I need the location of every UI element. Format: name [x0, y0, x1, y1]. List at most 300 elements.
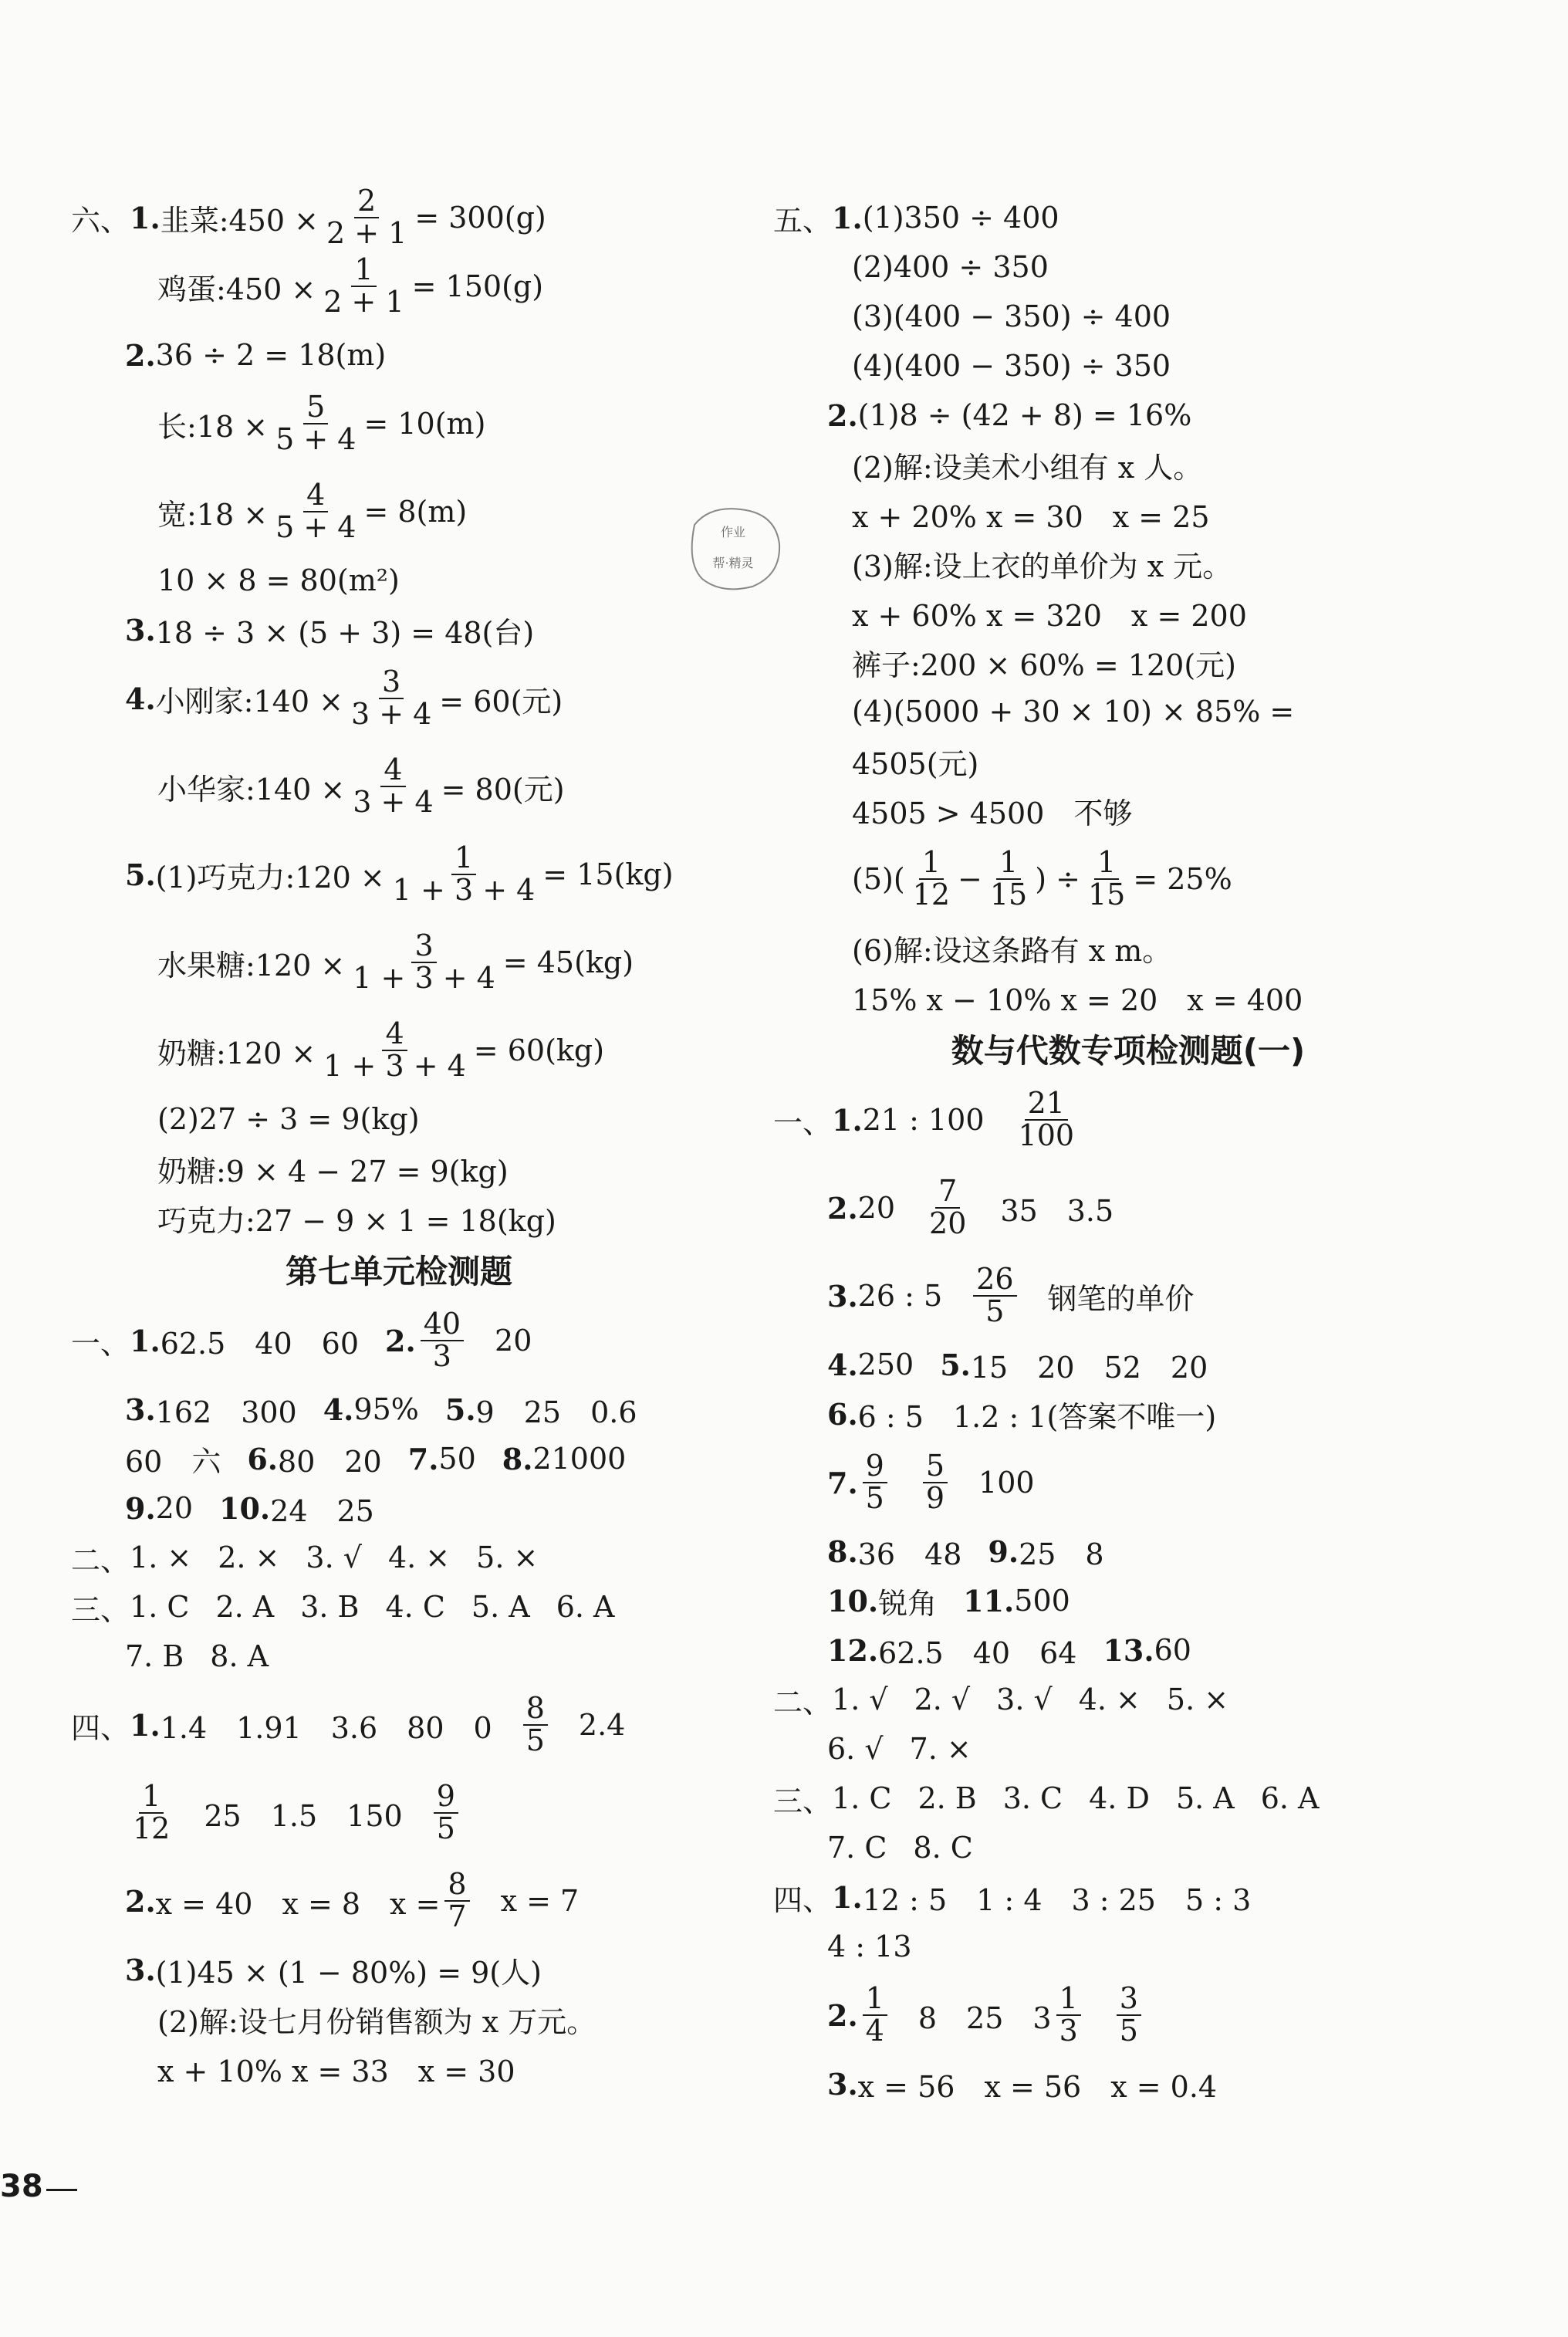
answer-item: 6. √	[827, 1732, 884, 1766]
answer-text: x + 10% x = 33 x = 30	[157, 2054, 515, 2088]
answer-text: 9 25 0.6	[475, 1395, 637, 1429]
q-number: 2.	[385, 1323, 416, 1358]
six-q3	[71, 605, 727, 654]
expr-text: 36 ÷ 2 = 18(m)	[155, 338, 387, 372]
q-number: 2.	[125, 337, 156, 373]
section-prefix: 四、	[773, 1882, 833, 1917]
fraction	[390, 840, 539, 907]
q-number: 1.	[832, 200, 863, 235]
answer-text: 钢笔的单价	[1047, 1281, 1195, 1316]
answer-item: 1. C	[832, 1781, 892, 1815]
answer-item: 2. A	[215, 1590, 275, 1624]
numerator: 1	[863, 1984, 887, 2016]
denominator: 3 + 4	[353, 785, 434, 819]
q-number: 12.	[827, 1632, 879, 1668]
answer-text: x = 7	[500, 1884, 580, 1918]
unit7-four-row2	[71, 1769, 727, 1857]
answer-text: 26 : 5	[857, 1279, 943, 1313]
answer-item: 6. A	[556, 1590, 615, 1624]
denominator: 100	[1018, 1118, 1075, 1152]
five-q2-line3	[773, 489, 1483, 539]
answer-item: 6. A	[1260, 1781, 1320, 1815]
answer-text: 60	[1154, 1633, 1191, 1667]
expr-text: (2)27 ÷ 3 = 9(kg)	[157, 1102, 420, 1136]
section-prefix: 五、	[773, 203, 833, 238]
denominator: 3	[432, 1339, 451, 1373]
answer-item: 4. ×	[1078, 1683, 1141, 1716]
answer-item: 4. ×	[387, 1541, 451, 1574]
svg-text:帮·精灵: 帮·精灵	[712, 556, 754, 570]
numerator: 40	[421, 1309, 464, 1341]
answer-text: 35 3.5	[1000, 1193, 1114, 1228]
answer-text: = 25%	[1133, 862, 1232, 896]
numerator: 5	[923, 1451, 948, 1483]
q-number: 3.	[827, 2066, 858, 2102]
numerator: 3	[411, 931, 436, 963]
alg-one-row3	[773, 1252, 1483, 1340]
answer-text: 20	[857, 1191, 896, 1225]
numerator: 4	[303, 480, 328, 512]
q-number: 3.	[827, 1278, 858, 1314]
numerator: 2	[354, 186, 379, 218]
q-number: 2.	[827, 397, 858, 433]
numerator: 1	[1094, 847, 1119, 880]
answer-item: 5. A	[471, 1590, 530, 1624]
expr-text: = 150(g)	[411, 269, 544, 303]
q-number: 5.	[125, 857, 156, 892]
six-q5-line2	[71, 918, 727, 1006]
fraction	[421, 1309, 464, 1372]
denominator: 1 + 3 + 4	[323, 1049, 466, 1083]
answer-item: 2. ×	[218, 1541, 280, 1574]
answer-text: 60 六	[125, 1444, 221, 1479]
alg-two	[773, 1675, 1483, 1724]
expr-text: = 60(元)	[439, 684, 563, 719]
answer-text: (3)(400 − 350) ÷ 400	[852, 299, 1171, 333]
six-q2-line4	[71, 556, 727, 605]
q-number: 2.	[125, 1883, 156, 1919]
q-number: 13.	[1103, 1632, 1154, 1668]
five-q1-line3	[773, 292, 1483, 341]
expr-text: = 60(kg)	[473, 1033, 605, 1067]
answer-text: 250	[857, 1348, 914, 1382]
answer-text: 15% x − 10% x = 20 x = 400	[852, 982, 1303, 1017]
numerator: 8	[523, 1693, 548, 1726]
five-q2-line11	[773, 923, 1483, 972]
answer-item: 1. C	[130, 1590, 190, 1624]
answer-text: 20	[495, 1324, 532, 1358]
denominator: 1 + 3 + 4	[353, 961, 495, 995]
expr-text: (1)巧克力:120 ×	[155, 860, 385, 895]
expr-text: 奶糖:120 ×	[157, 1036, 316, 1070]
alg-one-row9	[773, 1625, 1483, 1675]
answer-item: 5. ×	[476, 1541, 539, 1574]
numerator: 4	[380, 755, 405, 787]
fraction	[863, 1981, 887, 2048]
answer-text: (1)8 ÷ (42 + 8) = 16%	[857, 398, 1192, 432]
unit7-title: 第七单元检测题	[285, 1253, 512, 1290]
unit7-four-row3	[71, 1857, 727, 1945]
denominator: 20	[929, 1206, 967, 1240]
numerator: 21	[1025, 1088, 1068, 1121]
answer-text: 36 48	[857, 1537, 962, 1571]
expr-text: = 80(元)	[441, 772, 565, 807]
expr-text: 长:18 ×	[157, 409, 269, 444]
answer-item: 7. ×	[909, 1732, 972, 1766]
numerator: 1	[919, 847, 944, 880]
answer-text: 162 300	[155, 1395, 297, 1429]
answer-text: 25 1.5 150	[204, 1798, 403, 1833]
q-number: 8.	[827, 1534, 858, 1569]
five-q2-line10	[773, 835, 1483, 923]
answer-text: 12 : 5 1 : 4 3 : 25 5 : 3	[862, 1882, 1252, 1917]
denominator: 4	[865, 2014, 884, 2048]
alg-one-row4	[773, 1340, 1483, 1389]
q-number: 1.	[130, 1707, 161, 1743]
denominator: 5	[865, 1481, 884, 1515]
answer-item: 8. A	[210, 1639, 269, 1673]
answer-item: 2. B	[917, 1781, 977, 1815]
numerator: 1	[1056, 1984, 1081, 2016]
answer-item: 5. ×	[1166, 1683, 1229, 1716]
five-q2-line12	[773, 972, 1483, 1022]
q-number: 4.	[827, 1347, 858, 1382]
q-number: 7.	[827, 1465, 858, 1500]
fraction	[1015, 1088, 1078, 1152]
numerator: 5	[303, 392, 328, 424]
answer-text: 4 : 13	[827, 1929, 912, 1963]
six-q5-line6	[71, 1193, 727, 1243]
denominator: 5	[525, 1723, 545, 1757]
alg-four-row4	[773, 2059, 1483, 2109]
q-number: 1.	[832, 1879, 863, 1915]
numerator: 26	[973, 1264, 1016, 1297]
fraction	[523, 1693, 548, 1757]
answer-text: 50	[438, 1442, 476, 1476]
answer-text: 4505 > 4500 不够	[852, 796, 1133, 830]
expr-text: 鸡蛋:450 ×	[157, 272, 316, 306]
answer-text: 21 : 100	[862, 1103, 985, 1137]
six-q1-line1	[71, 184, 727, 250]
answer-item: 2. √	[914, 1683, 971, 1716]
six-q5-line1	[71, 830, 727, 918]
alg-one-row8	[773, 1576, 1483, 1625]
answer-text: 25 8	[1019, 1537, 1104, 1571]
answer-text: x = 56 x = 56 x = 0.4	[857, 2069, 1218, 2104]
answer-text: (5)(	[852, 862, 905, 896]
q-number: 8.	[502, 1441, 533, 1476]
six-q2-line2	[71, 380, 727, 468]
six-q1-line2	[71, 242, 727, 330]
answer-item: 4. D	[1089, 1781, 1150, 1815]
six-q5-line4	[71, 1094, 727, 1144]
alg-two-row2	[773, 1724, 1483, 1774]
page-number-dash	[46, 2189, 77, 2191]
answer-text: −	[958, 862, 982, 896]
fraction	[434, 1781, 458, 1845]
denominator: 2 + 1	[323, 285, 404, 319]
numerator: 1	[451, 843, 476, 875]
unit7-four-row1	[71, 1681, 727, 1769]
numerator: 7	[935, 1176, 960, 1209]
denominator: 15	[989, 878, 1028, 911]
answer-text: (2)解:设七月份销售额为 x 万元。	[157, 2004, 596, 2039]
fraction	[323, 186, 410, 249]
fraction	[923, 1451, 948, 1514]
fraction	[926, 1176, 969, 1240]
q-number: 4.	[323, 1392, 354, 1427]
denominator: 5	[436, 1811, 455, 1845]
answer-text: 24 25	[270, 1493, 374, 1528]
five-q2-line5	[773, 588, 1483, 638]
answer-text: 95%	[353, 1392, 419, 1426]
answer-text: 6 : 5 1.2 : 1(答案不唯一)	[857, 1399, 1217, 1434]
alg-one-row5	[773, 1389, 1483, 1439]
unit7-two	[71, 1533, 727, 1582]
answer-text: 1.4 1.91 3.6 80 0	[160, 1710, 492, 1745]
alg-one-row6	[773, 1439, 1483, 1527]
section-prefix: 一、	[71, 1326, 130, 1361]
q-number: 5.	[940, 1347, 971, 1382]
answer-text: (4)(400 − 350) ÷ 350	[852, 349, 1171, 383]
six-q5-line3	[71, 1006, 727, 1094]
answer-item: 8. C	[913, 1831, 973, 1865]
denominator: 7	[448, 1899, 467, 1933]
answer-text: ) ÷	[1035, 862, 1080, 896]
five-q2-line8	[773, 736, 1483, 786]
denominator: 5 + 4	[275, 510, 357, 544]
five-q2-line9	[773, 786, 1483, 835]
five-q1-line2	[773, 242, 1483, 292]
answer-text: 500	[1014, 1584, 1070, 1618]
q-number: 1.	[130, 200, 161, 235]
expr-text: 水果糖:120 ×	[157, 948, 346, 982]
unit7-four-row4	[71, 1945, 727, 1994]
answer-text: 8 25 3	[917, 2000, 1052, 2035]
section-prefix: 二、	[773, 1685, 833, 1720]
fraction	[444, 1869, 469, 1933]
denominator: 3 + 4	[350, 697, 432, 731]
stamp-logo	[679, 502, 787, 594]
page-number: 38	[0, 2169, 43, 2204]
q-number: 10.	[827, 1583, 879, 1618]
answer-text: x + 60% x = 320 x = 200	[852, 598, 1247, 633]
six-q5-line5	[71, 1144, 727, 1193]
numerator: 3	[379, 667, 404, 699]
q-number: 9.	[988, 1534, 1019, 1569]
numerator: 8	[444, 1869, 469, 1902]
expr-text: 10 × 8 = 80(m²)	[157, 563, 400, 597]
six-q2-line3	[71, 468, 727, 556]
unit7-one-row4	[71, 1483, 727, 1533]
denominator: 1 + 3 + 4	[392, 873, 536, 907]
unit7-four-row6	[71, 2044, 727, 2093]
expr-text: 奶糖:9 × 4 − 27 = 9(kg)	[157, 1154, 509, 1189]
answer-item: 3. B	[300, 1590, 360, 1624]
five-q2-line1	[773, 391, 1483, 440]
fraction	[320, 252, 407, 319]
q-number: 2.	[827, 1190, 858, 1226]
five-q1-line1	[773, 193, 1483, 242]
section-prefix: 二、	[71, 1543, 130, 1578]
answer-item: 1. ×	[130, 1541, 192, 1574]
answer-item: 7. B	[125, 1639, 184, 1673]
q-number: 10.	[219, 1490, 271, 1526]
alg-three-row2	[773, 1823, 1483, 1872]
alg-three	[773, 1774, 1483, 1823]
fraction	[863, 1451, 887, 1514]
answer-text: 2.4	[578, 1708, 626, 1742]
answer-text: 62.5 40 64	[878, 1635, 1077, 1670]
six-q2-line1	[71, 330, 727, 380]
section-six-prefix: 六、	[71, 203, 130, 238]
section-prefix: 四、	[71, 1710, 130, 1745]
answer-text: 20	[155, 1491, 194, 1525]
answer-item: 4. C	[385, 1590, 445, 1624]
answer-item: 3. C	[1002, 1781, 1063, 1815]
q-number: 5.	[444, 1392, 476, 1427]
denominator: 15	[1087, 878, 1126, 911]
answer-text: 4505(元)	[852, 746, 979, 781]
fraction	[1056, 1981, 1081, 2048]
answer-text: 裤子:200 × 60% = 120(元)	[852, 648, 1236, 682]
expr-text: = 8(m)	[363, 495, 468, 529]
denominator: 12	[133, 1811, 171, 1845]
expr-text: = 300(g)	[414, 201, 546, 235]
alg-four-row3	[773, 1971, 1483, 2059]
q-number: 11.	[963, 1583, 1015, 1618]
q-number: 6.	[247, 1441, 279, 1476]
q-number: 2.	[827, 1997, 858, 2033]
five-q2-line2	[773, 440, 1483, 489]
answer-text: 锐角	[878, 1586, 938, 1621]
unit7-three-row2	[71, 1632, 727, 1681]
numerator: 3	[1117, 1984, 1141, 2016]
expr-text: = 45(kg)	[502, 945, 634, 979]
numerator: 1	[139, 1781, 164, 1814]
answer-text: 15 20 52 20	[970, 1350, 1208, 1385]
right-column	[773, 193, 1483, 2109]
expr-text: 宽:18 ×	[157, 497, 269, 532]
numerator: 4	[382, 1019, 407, 1051]
fraction	[272, 480, 359, 543]
denominator: 3	[1059, 2014, 1078, 2048]
unit7-one-row2	[71, 1385, 727, 1434]
five-q2-line6	[773, 638, 1483, 687]
denominator: 5	[985, 1294, 1005, 1328]
five-q2-line7	[773, 687, 1483, 736]
unit7-one-row3	[71, 1434, 727, 1483]
fraction	[1085, 847, 1128, 911]
answer-item: 1. √	[832, 1683, 888, 1716]
alg-one-row2	[773, 1164, 1483, 1252]
q-number: 7.	[407, 1441, 439, 1476]
expr-text: 小刚家:140 ×	[155, 684, 343, 719]
q-number: 3.	[125, 1952, 156, 1987]
answer-text: 62.5 40 60	[160, 1326, 360, 1361]
fraction	[130, 1781, 173, 1845]
fraction	[987, 847, 1030, 911]
answer-text: 21000	[532, 1442, 627, 1476]
section-prefix: 三、	[71, 1592, 130, 1627]
q-number: 6.	[827, 1396, 858, 1432]
numerator: 9	[434, 1781, 458, 1814]
answer-text: (1)350 ÷ 400	[862, 201, 1059, 235]
fraction	[350, 755, 436, 818]
five-q2-line4	[773, 539, 1483, 588]
denominator: 5 + 4	[275, 422, 357, 456]
q-number: 3.	[125, 612, 156, 648]
expr-text: 韭菜:450 ×	[160, 203, 319, 238]
answer-item: 3. √	[996, 1683, 1053, 1716]
unit7-one-row1	[71, 1297, 727, 1385]
answer-text: (1)45 × (1 − 80%) = 9(人)	[155, 1955, 542, 1990]
answer-text: x = 40 x = 8 x =	[155, 1886, 441, 1921]
fraction	[320, 1016, 469, 1083]
answer-item: 3. √	[306, 1541, 362, 1574]
section-prefix: 三、	[773, 1784, 833, 1818]
answer-text: (6)解:设这条路有 x m。	[852, 933, 1172, 968]
expr-text: = 10(m)	[363, 407, 486, 441]
alg-one-row1	[773, 1076, 1483, 1164]
expr-text: 小华家:140 ×	[157, 772, 346, 807]
five-q1-line4	[773, 341, 1483, 391]
answer-text: 80 20	[278, 1444, 382, 1479]
denominator: 2 + 1	[326, 216, 407, 250]
six-q4-line2	[71, 742, 727, 830]
q-number: 1.	[832, 1102, 863, 1138]
answer-text: (2)解:设美术小组有 x 人。	[852, 450, 1203, 485]
alg-four-row2	[773, 1922, 1483, 1971]
answer-item: 7. C	[827, 1831, 887, 1865]
fraction	[348, 667, 434, 730]
unit7-three	[71, 1582, 727, 1632]
q-number: 3.	[125, 1392, 156, 1427]
alg-one-row7	[773, 1527, 1483, 1576]
q-number: 1.	[130, 1323, 161, 1358]
answer-item: 5. A	[1175, 1781, 1235, 1815]
expr-text: = 15(kg)	[542, 857, 674, 891]
answer-text: (4)(5000 + 30 × 10) × 85% =	[852, 695, 1295, 729]
fraction	[973, 1264, 1016, 1327]
svg-text:作业: 作业	[720, 525, 746, 539]
fraction	[1117, 1981, 1141, 2048]
section-prefix: 一、	[773, 1105, 833, 1140]
denominator: 9	[925, 1481, 945, 1515]
numerator: 1	[996, 847, 1021, 880]
expr-text: 巧克力:27 − 9 × 1 = 18(kg)	[157, 1203, 556, 1238]
unit7-four-row5	[71, 1994, 727, 2044]
fraction	[910, 847, 953, 911]
q-number: 4.	[125, 681, 156, 716]
answer-text: 100	[978, 1466, 1035, 1500]
answer-text: (2)400 ÷ 350	[852, 250, 1049, 284]
denominator: 5	[1119, 2014, 1138, 2048]
answer-text: x + 20% x = 30 x = 25	[852, 499, 1210, 534]
numerator: 1	[351, 255, 376, 287]
denominator: 12	[912, 878, 951, 911]
fraction	[350, 928, 498, 995]
left-column	[71, 184, 727, 2093]
numerator: 9	[863, 1451, 887, 1483]
q-number: 9.	[125, 1490, 156, 1526]
answer-text: (3)解:设上衣的单价为 x 元。	[852, 549, 1232, 583]
fraction	[272, 392, 359, 455]
algebra-title: 数与代数专项检测题(一)	[951, 1032, 1306, 1070]
alg-four-row1	[773, 1872, 1483, 1922]
expr-text: 18 ÷ 3 × (5 + 3) = 48(台)	[155, 615, 535, 650]
six-q4-line1	[71, 654, 727, 742]
